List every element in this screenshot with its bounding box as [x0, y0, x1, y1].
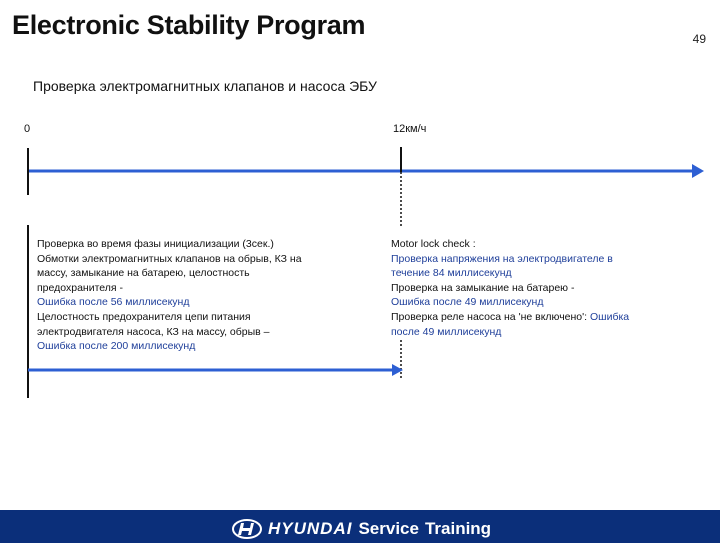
- hyundai-logo-icon: [232, 519, 262, 539]
- footer-brand: [232, 518, 491, 540]
- relay-error-text: Ошибка: [589, 310, 630, 323]
- motor-lock-description: [391, 237, 629, 339]
- motor-lock-line: Проверка напряжения на электродвигателе в: [391, 252, 613, 265]
- brand-training: Training: [424, 519, 492, 538]
- init-line: электродвигателя насоса, КЗ на массу, обрыв –: [37, 325, 270, 338]
- motor-lock-line: течение 84 миллисекунд: [391, 267, 512, 280]
- brand-service: Service: [358, 519, 419, 538]
- init-line: массу, замыкание на батарею, целостность: [37, 267, 250, 280]
- motor-lock-error-time: после 49 миллисекунд: [391, 325, 502, 338]
- init-error-time: Ошибка после 56 миллисекунд: [37, 296, 190, 309]
- motor-lock-heading: Motor lock check :: [391, 238, 476, 250]
- init-line: Проверка во время фазы инициализации (3сек.): [37, 238, 274, 250]
- motor-lock-line: Проверка на замыкание на батарею -: [391, 281, 575, 294]
- threshold-speed-label: 12км/ч: [393, 123, 427, 135]
- init-line: Целостность предохранителя цепи питания: [37, 310, 251, 323]
- brand-name: HYUNDAI: [268, 519, 353, 538]
- init-line: Обмотки электромагнитных клапанов на обрыв, КЗ на: [37, 252, 302, 265]
- slide-subtitle: Проверка электромагнитных клапанов и насоса ЭБУ: [33, 78, 377, 94]
- motor-lock-error-time: Ошибка после 49 миллисекунд: [391, 296, 544, 309]
- init-line: предохранителя -: [37, 281, 123, 294]
- footer-bar: [0, 510, 720, 543]
- slide-title: Electronic Stability Program: [12, 10, 366, 40]
- init-error-time: Ошибка после 200 миллисекунд: [37, 340, 196, 353]
- init-phase-description: [37, 237, 302, 354]
- page-number: 49: [692, 32, 706, 46]
- motor-lock-line: [391, 310, 629, 325]
- timeline-arrowhead: [692, 164, 704, 178]
- relay-check-text: Проверка реле насоса на 'не включено':: [391, 310, 590, 323]
- start-speed-label: 0: [24, 123, 31, 135]
